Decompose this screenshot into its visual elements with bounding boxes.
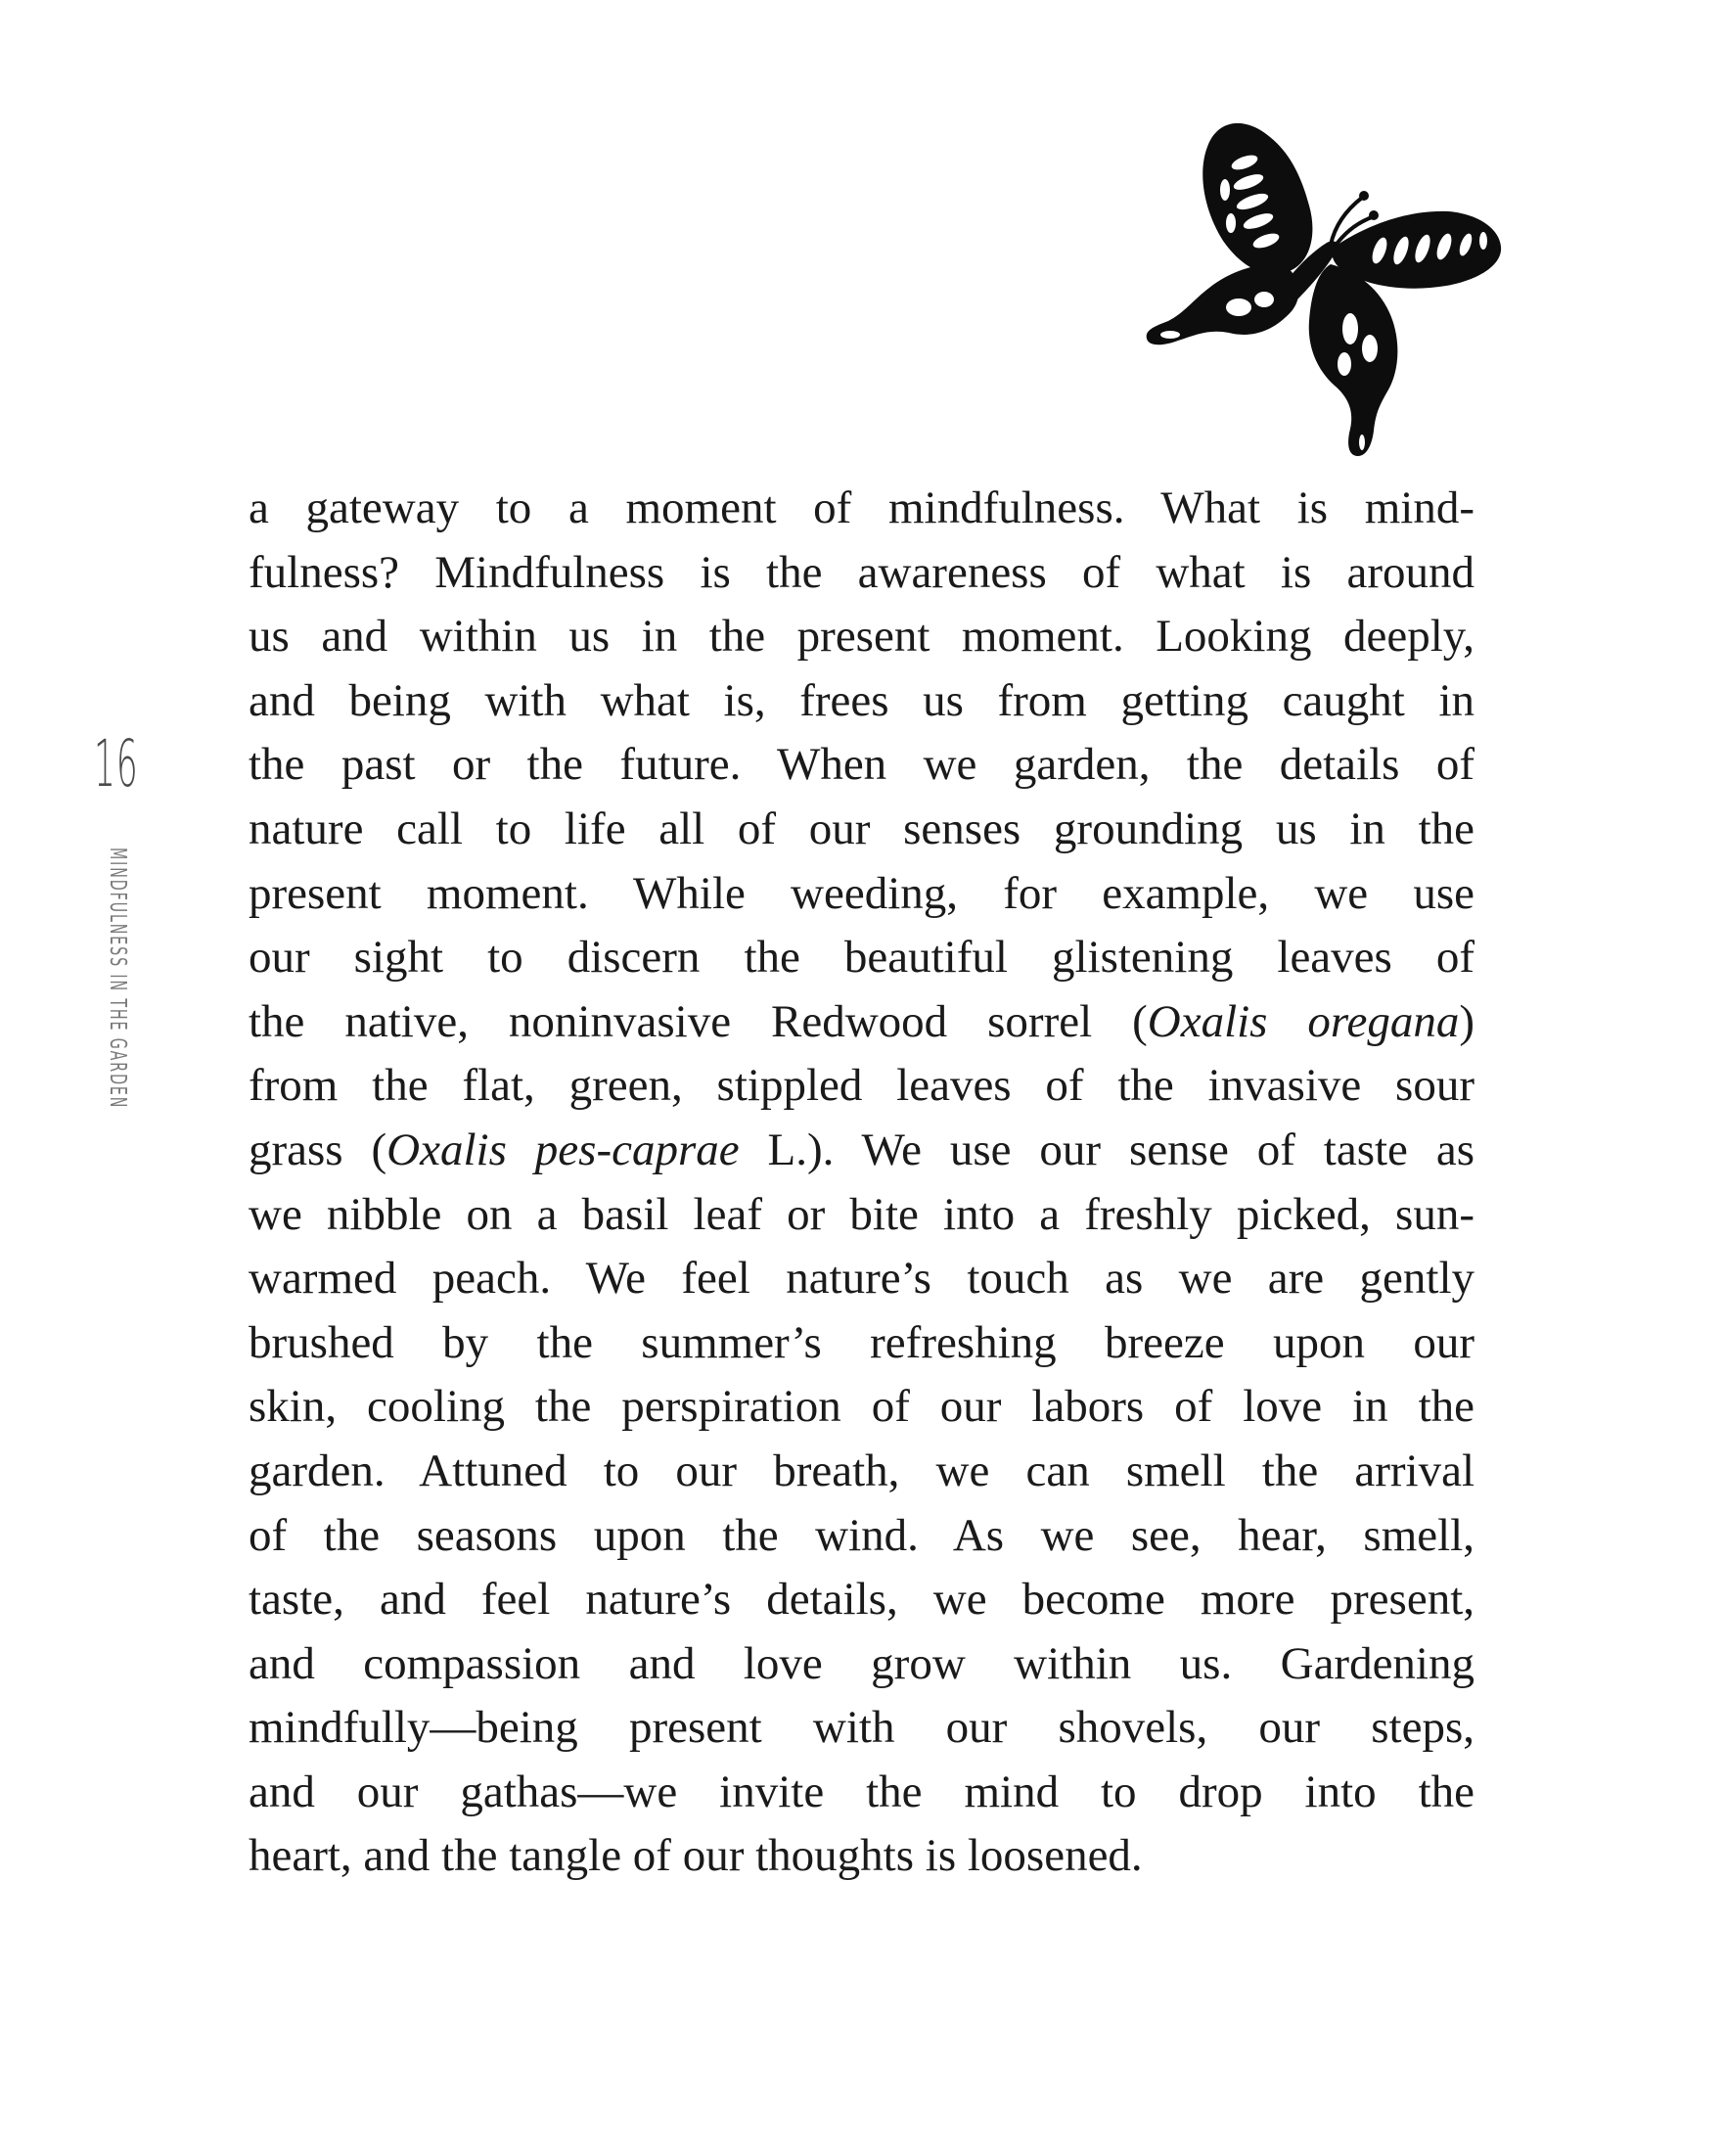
text-line xyxy=(249,1696,1474,1761)
text-line xyxy=(249,477,1474,541)
text-run: the native, noninvasive Redwood sorrel ( xyxy=(249,995,1148,1047)
text-run: we nibble on a basil leaf or bite into a freshly picked, sun- xyxy=(249,1188,1474,1240)
text-run: mindfully—being present with our shovels, our steps, xyxy=(249,1702,1474,1754)
page-number: 16 xyxy=(94,726,139,802)
text-line xyxy=(249,1375,1474,1440)
text-line xyxy=(249,1568,1474,1632)
text-run: garden. Attuned to our breath, we can smell the arrival xyxy=(249,1445,1474,1496)
text-line xyxy=(249,605,1474,669)
text-line xyxy=(249,733,1474,798)
text-run: fulness? Mindfulness is the awareness of what is around xyxy=(249,546,1474,598)
text-run: skin, cooling the perspiration of our labors of love in the xyxy=(249,1381,1474,1433)
text-line xyxy=(249,1824,1474,1889)
text-line xyxy=(249,862,1474,927)
text-run: grass ( xyxy=(249,1124,387,1175)
text-line xyxy=(249,1632,1474,1697)
text-run: present moment. While weeding, for example, we use xyxy=(249,867,1474,919)
text-line xyxy=(249,1440,1474,1504)
running-head-text: MINDFULNESS IN THE GARDEN xyxy=(105,848,130,1110)
text-line xyxy=(249,669,1474,734)
butterfly-illustration xyxy=(1135,108,1526,460)
text-run: us and within us in the present moment. Looking deeply, xyxy=(249,611,1474,663)
text-line xyxy=(249,990,1474,1055)
text-run: of the seasons upon the wind. As we see, hear, smell, xyxy=(249,1509,1474,1561)
text-line xyxy=(249,798,1474,862)
text-run: L.). We use our sense of taste as xyxy=(739,1124,1474,1175)
text-run: warmed peach. We feel nature’s touch as we are gently xyxy=(249,1253,1474,1305)
text-run: nature call to life all of our senses grounding us in the xyxy=(249,803,1474,854)
italic-species-name: Oxalis pes-caprae xyxy=(386,1124,740,1175)
text-line xyxy=(249,1119,1474,1183)
text-line xyxy=(249,1054,1474,1119)
text-run: a gateway to a moment of mindfulness. What is mind- xyxy=(249,482,1474,533)
text-run: and compassion and love grow within us. Gardening xyxy=(249,1637,1474,1689)
text-line xyxy=(249,541,1474,606)
text-run: our sight to discern the beautiful glistening leaves of xyxy=(249,932,1474,984)
text-run: and our gathas—we invite the mind to drop into the xyxy=(249,1766,1474,1817)
text-run: taste, and feel nature’s details, we become more present, xyxy=(249,1574,1474,1626)
text-run: brushed by the summer’s refreshing breeze upon our xyxy=(249,1316,1474,1368)
text-run: the past or the future. When we garden, the details of xyxy=(249,739,1474,791)
text-line xyxy=(249,1504,1474,1569)
text-line xyxy=(249,1311,1474,1376)
text-line xyxy=(249,1183,1474,1248)
text-line xyxy=(249,926,1474,990)
italic-species-name: Oxalis oregana xyxy=(1147,995,1460,1047)
text-run: heart, and the tangle of our thoughts is loosened. xyxy=(249,1830,1143,1882)
text-run: ) xyxy=(1459,995,1474,1047)
body-paragraph xyxy=(249,477,1474,1889)
text-line xyxy=(249,1247,1474,1311)
text-line xyxy=(249,1761,1474,1825)
text-run: from the flat, green, stippled leaves of the invasive sour xyxy=(249,1060,1474,1112)
text-run: and being with what is, frees us from getting caught in xyxy=(249,674,1474,726)
running-head xyxy=(102,848,135,1176)
